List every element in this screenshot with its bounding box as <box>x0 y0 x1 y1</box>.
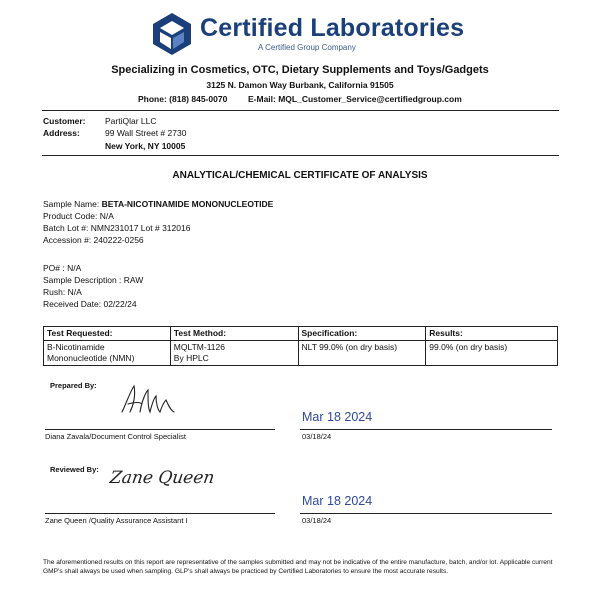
accession-number: Accession #: 240222-0256 <box>43 235 144 245</box>
footer-disclaimer: The aforementioned results on this report are representative of the samples submitted and may not be indicative of the entire manufacture, batch, and/or lot. Applicable current GMP’s shall always be used when sampling. GLP’s shall always be practiced by Certified Laboratories to ensure the most accurate results. <box>43 559 553 575</box>
cell-test-requested: B-Nicotinamide Mononucleotide (NMN) <box>44 341 171 366</box>
reviewed-date-line <box>300 513 552 514</box>
prepared-date: 03/18/24 <box>302 432 332 441</box>
address-label: Address: <box>43 128 80 138</box>
results-table <box>43 326 558 366</box>
certificate-title: ANALYTICAL/CHEMICAL CERTIFICATE OF ANALYSIS <box>172 170 428 181</box>
customer-divider <box>42 155 559 156</box>
header-test-requested: Test Requested: <box>44 327 171 341</box>
header-test-method: Test Method: <box>170 327 298 341</box>
cell-test-method: MQLTM-1126 By HPLC <box>170 341 298 366</box>
header-results: Results: <box>426 327 558 341</box>
reviewed-date-stamp: Mar 18 2024 <box>302 494 373 508</box>
sample-description: Sample Description : RAW <box>43 275 144 285</box>
reviewed-by-label: Reviewed By: <box>50 465 99 474</box>
prepared-signature-line <box>45 429 275 430</box>
order-info-block <box>43 262 143 310</box>
customer-address-line2: New York, NY 10005 <box>105 141 186 151</box>
batch-lot: Batch Lot #: NMN231017 Lot # 312016 <box>43 223 191 233</box>
rush: Rush: N/A <box>43 287 82 297</box>
reviewed-date: 03/18/24 <box>302 516 332 525</box>
header-divider <box>42 110 559 111</box>
header-specification: Specification: <box>298 327 426 341</box>
prepared-date-line <box>300 429 552 430</box>
table-row <box>44 341 558 366</box>
prepared-by-label: Prepared By: <box>50 381 97 390</box>
customer-address-line1: 99 Wall Street # 2730 <box>105 128 187 138</box>
sample-info-block <box>43 198 273 246</box>
lab-phone: Phone: (818) 845-0070 <box>138 94 228 104</box>
brand-subtitle: A Certified Group Company <box>258 43 356 52</box>
reviewed-by-name: Zane Queen /Quality Assurance Assistant I <box>45 516 188 525</box>
prepared-signature <box>118 382 178 418</box>
customer-name: PartiQlar LLC <box>105 116 157 126</box>
customer-label: Customer: <box>43 116 86 126</box>
cell-result: 99.0% (on dry basis) <box>426 341 558 366</box>
specializing-line: Specializing in Cosmetics, OTC, Dietary Supplements and Toys/Gadgets <box>111 64 489 76</box>
prepared-date-stamp: Mar 18 2024 <box>302 410 373 424</box>
lab-email: E-Mail: MQL_Customer_Service@certifiedgroup.com <box>248 94 462 104</box>
brand-name: Certified Laboratories <box>200 14 465 42</box>
table-header-row <box>44 327 558 341</box>
cell-specification: NLT 99.0% (on dry basis) <box>298 341 426 366</box>
reviewer-signature: Zane Queen <box>108 468 216 488</box>
product-code: Product Code: N/A <box>43 211 114 221</box>
po-number: PO# : N/A <box>43 263 82 273</box>
prepared-by-name: Diana Zavala/Document Control Specialist <box>45 432 186 441</box>
sample-name-value: BETA-NICOTINAMIDE MONONUCLEOTIDE <box>101 199 274 209</box>
sample-name: Sample Name: BETA-NICOTINAMIDE MONONUCLEOTIDE <box>43 199 274 209</box>
lab-address: 3125 N. Damon Way Burbank, California 91505 <box>206 80 394 90</box>
certified-laboratories-logo <box>150 12 194 56</box>
reviewed-signature-line <box>45 513 275 514</box>
received-date: Received Date: 02/22/24 <box>43 299 137 309</box>
